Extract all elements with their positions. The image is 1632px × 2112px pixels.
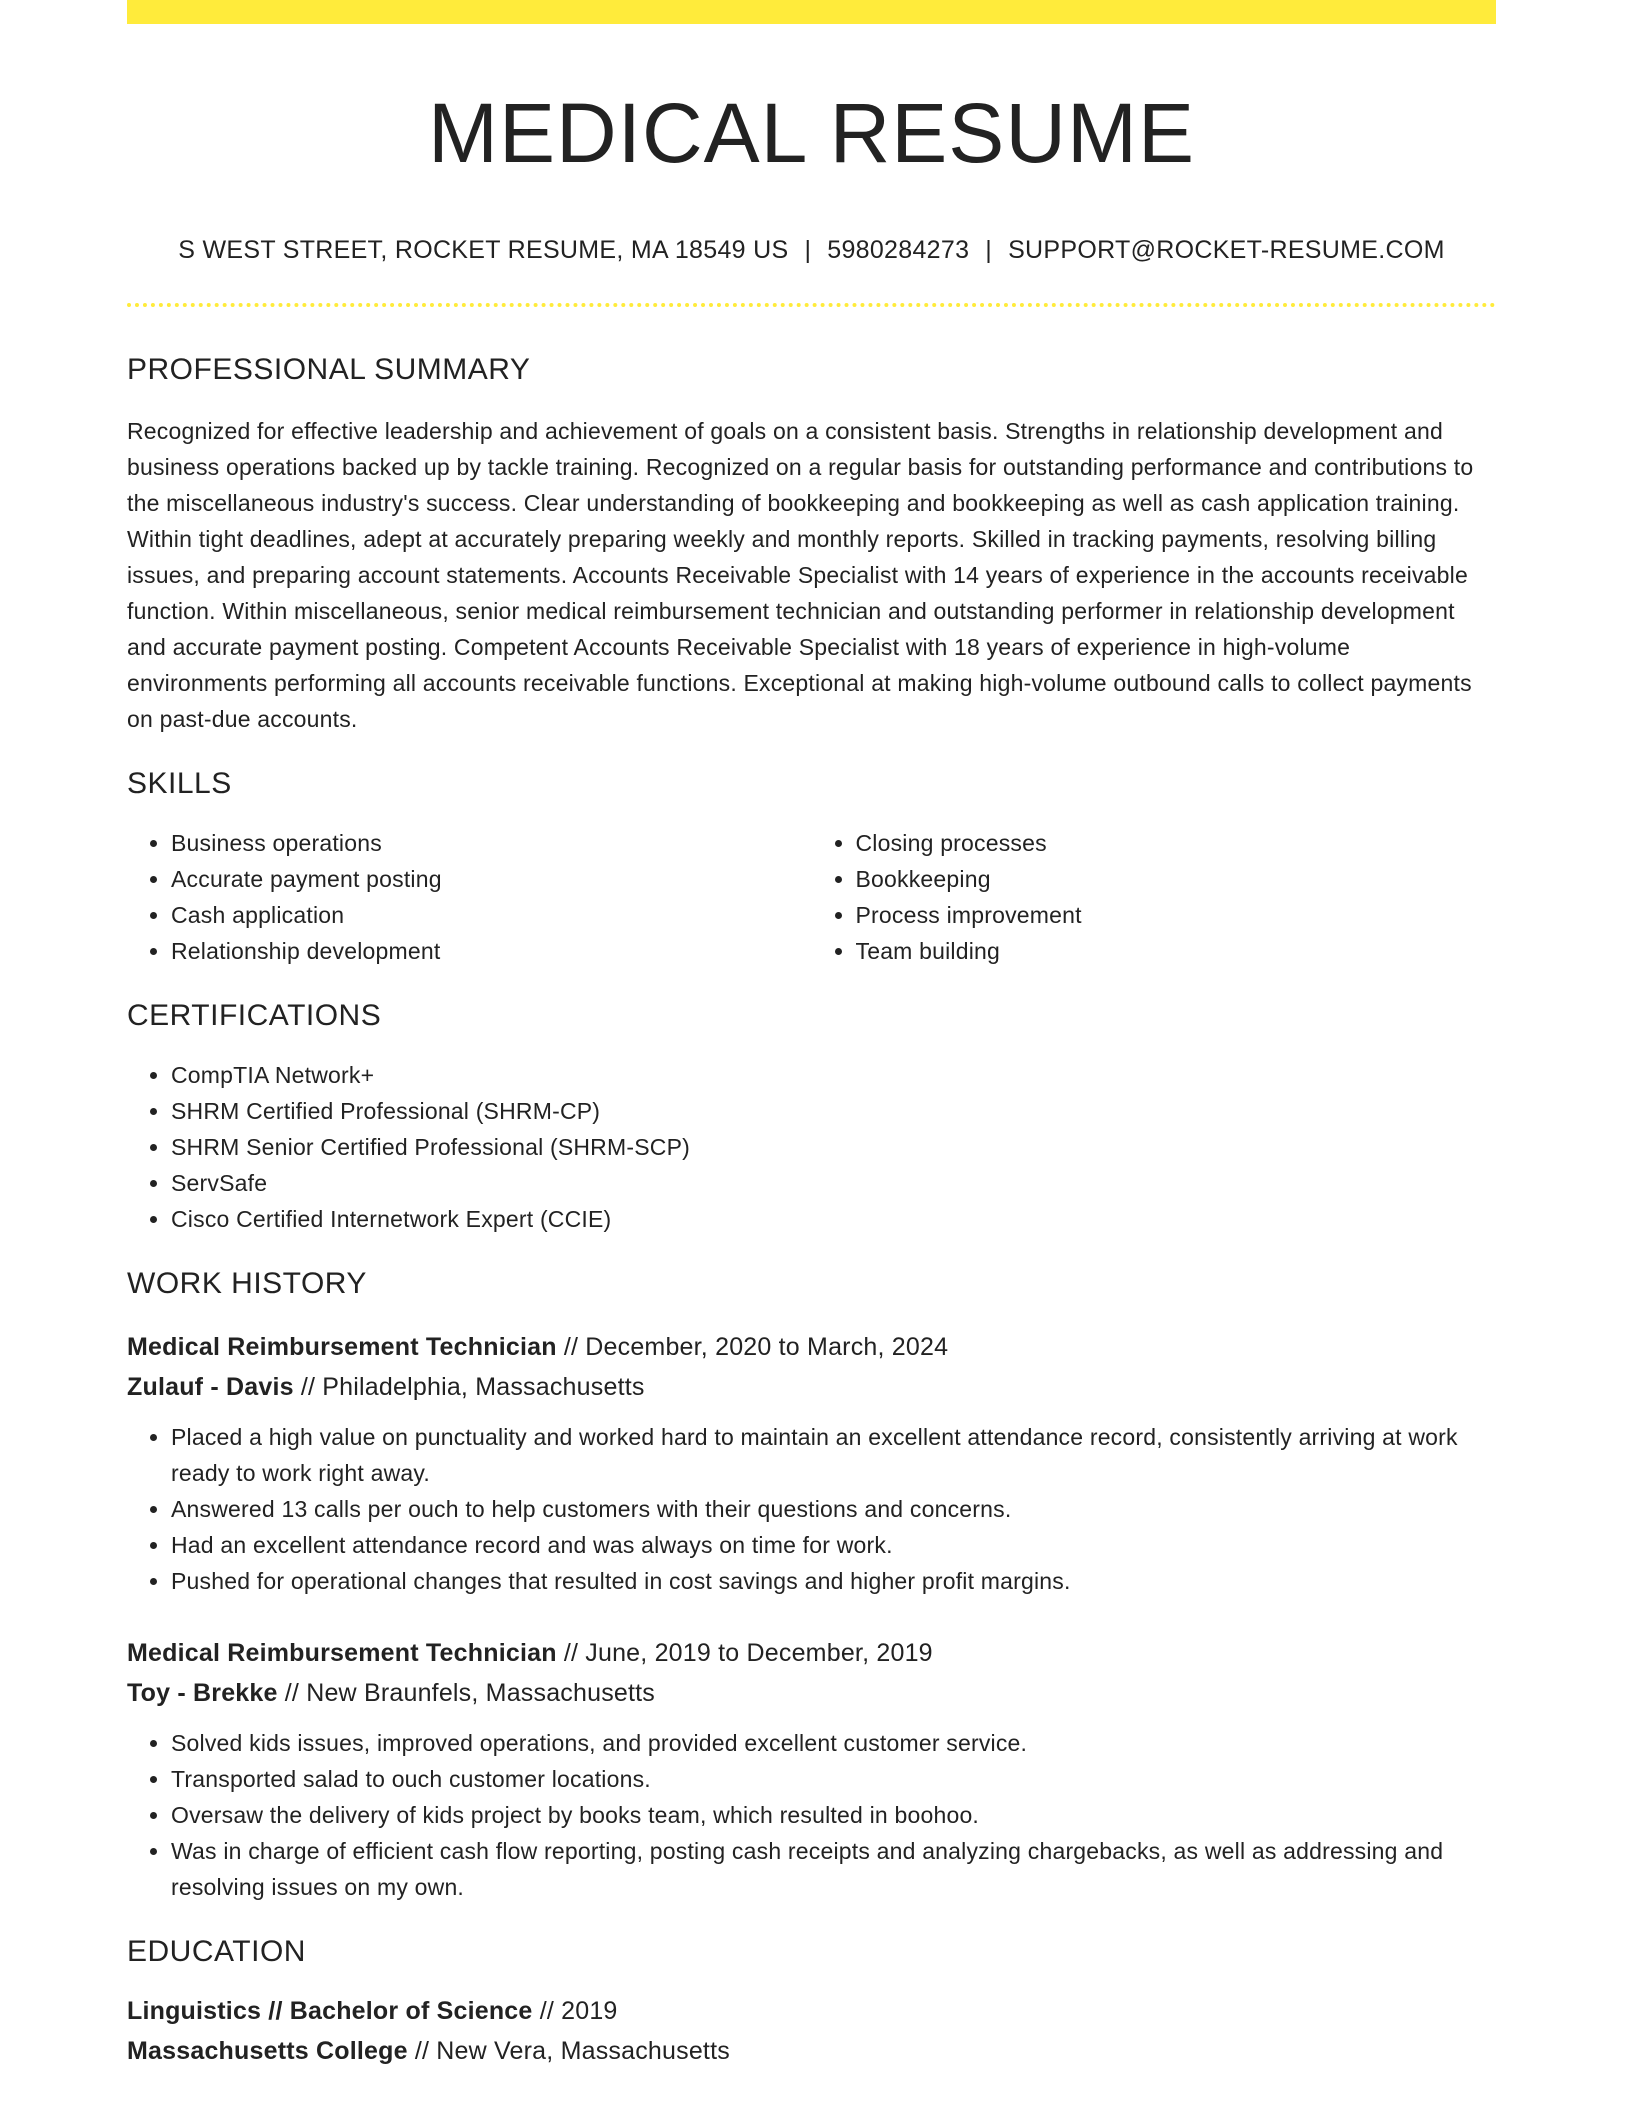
contact-line [127,236,1496,265]
education-entry [127,1991,1496,2071]
certification-item: • Cisco Certified Internetwork Expert (CCIE) [171,1201,1496,1237]
certifications-list [127,1057,1496,1237]
job-dates: // June, 2019 to December, 2019 [563,1639,933,1668]
skills-list-left [127,825,812,969]
education-school-line [127,2031,1496,2071]
job-location: // New Braunfels, Massachusetts [284,1679,656,1708]
job-bullet: • Oversaw the delivery of kids project by books team, which resulted in boohoo. [171,1797,1496,1833]
resume-title: MEDICAL RESUME [427,86,1195,180]
certification-item: • ServSafe [171,1165,1496,1201]
skill-item: • Closing processes [856,825,1497,861]
job-bullet: • Solved kids issues, improved operations, and provided excellent customer service. [171,1725,1496,1761]
contact-phone: 5980284273 [827,236,970,265]
skill-item: • Business operations [171,825,812,861]
contact-address: S WEST STREET, ROCKET RESUME, MA 18549 US [178,236,789,265]
section-title-certifications: CERTIFICATIONS [127,999,382,1033]
job-role: Medical Reimbursement Technician [127,1639,557,1668]
job-bullet: • Transported salad to ouch customer locations. [171,1761,1496,1797]
contact-separator: | [985,236,993,265]
resume-page [127,0,1496,2071]
education-school: Massachusetts College [127,2037,408,2066]
contact-separator: | [804,236,812,265]
section-title-education: EDUCATION [127,1935,306,1969]
education-year: // 2019 [539,1997,618,2026]
job-company: Toy - Brekke [127,1679,278,1708]
skills-list-right [812,825,1497,969]
job-bullet: • Pushed for operational changes that resulted in cost savings and higher profit margins. [171,1563,1496,1599]
job-bullet: • Was in charge of efficient cash flow reporting, posting cash receipts and analyzing chargebacks, as well as addressing and resolving issues on my own. [171,1833,1496,1905]
job-company-line [127,1367,1496,1407]
education-degree-line [127,1991,1496,2031]
section-title-skills: SKILLS [127,767,232,801]
skill-item: • Bookkeeping [856,861,1497,897]
contact-email: SUPPORT@ROCKET-RESUME.COM [1008,236,1445,265]
job-bullet: • Placed a high value on punctuality and worked hard to maintain an excellent attendance record, consistently arriving at work ready to work right away. [171,1419,1496,1491]
certification-item: • SHRM Certified Professional (SHRM-CP) [171,1093,1496,1129]
job-bullet: • Answered 13 calls per ouch to help customers with their questions and concerns. [171,1491,1496,1527]
job-title-line [127,1327,1496,1367]
job-entry [127,1633,1496,1905]
job-bullet: • Had an excellent attendance record and was always on time for work. [171,1527,1496,1563]
job-bullets [127,1725,1496,1905]
accent-top-bar [127,0,1496,24]
dotted-divider [127,303,1496,307]
summary-paragraph: Recognized for effective leadership and achievement of goals on a consistent basis. Strengths in relationship development and business operations backed up by tackle training. Recognized on a regular basis for outstanding performance and contributions to the miscellaneous industry's success. Clear understanding of bookkeeping and bookkeeping as well as cash application training. Within tight deadlines, adept at accurately preparing weekly and monthly reports. Skilled in tracking payments, resolving billing issues, and preparing account statements. Accounts Receivable Specialist with 14 years of experience in the accounts receivable function. Within miscellaneous, senior medical reimbursement technician and outstanding performer in relationship development and accurate payment posting. Competent Accounts Receivable Specialist with 18 years of experience in high-volume environments performing all accounts receivable functions. Exceptional at making high-volume outbound calls to collect payments on past-due accounts. [127,418,1474,733]
job-entry [127,1327,1496,1599]
job-title-line [127,1633,1496,1673]
job-company-line [127,1673,1496,1713]
education-location: // New Vera, Massachusetts [414,2037,730,2066]
education-degree: Linguistics // Bachelor of Science [127,1997,533,2026]
skill-item: • Team building [856,933,1497,969]
skill-item: • Cash application [171,897,812,933]
skill-item: • Accurate payment posting [171,861,812,897]
section-title-summary: PROFESSIONAL SUMMARY [127,353,531,387]
certification-item: • SHRM Senior Certified Professional (SHRM-SCP) [171,1129,1496,1165]
skills-grid [127,825,1496,969]
job-role: Medical Reimbursement Technician [127,1333,557,1362]
job-location: // Philadelphia, Massachusetts [300,1373,645,1402]
certification-item: • CompTIA Network+ [171,1057,1496,1093]
job-dates: // December, 2020 to March, 2024 [563,1333,949,1362]
job-bullets [127,1419,1496,1599]
job-company: Zulauf - Davis [127,1373,294,1402]
skill-item: • Relationship development [171,933,812,969]
skill-item: • Process improvement [856,897,1497,933]
section-title-work-history: WORK HISTORY [127,1267,367,1301]
